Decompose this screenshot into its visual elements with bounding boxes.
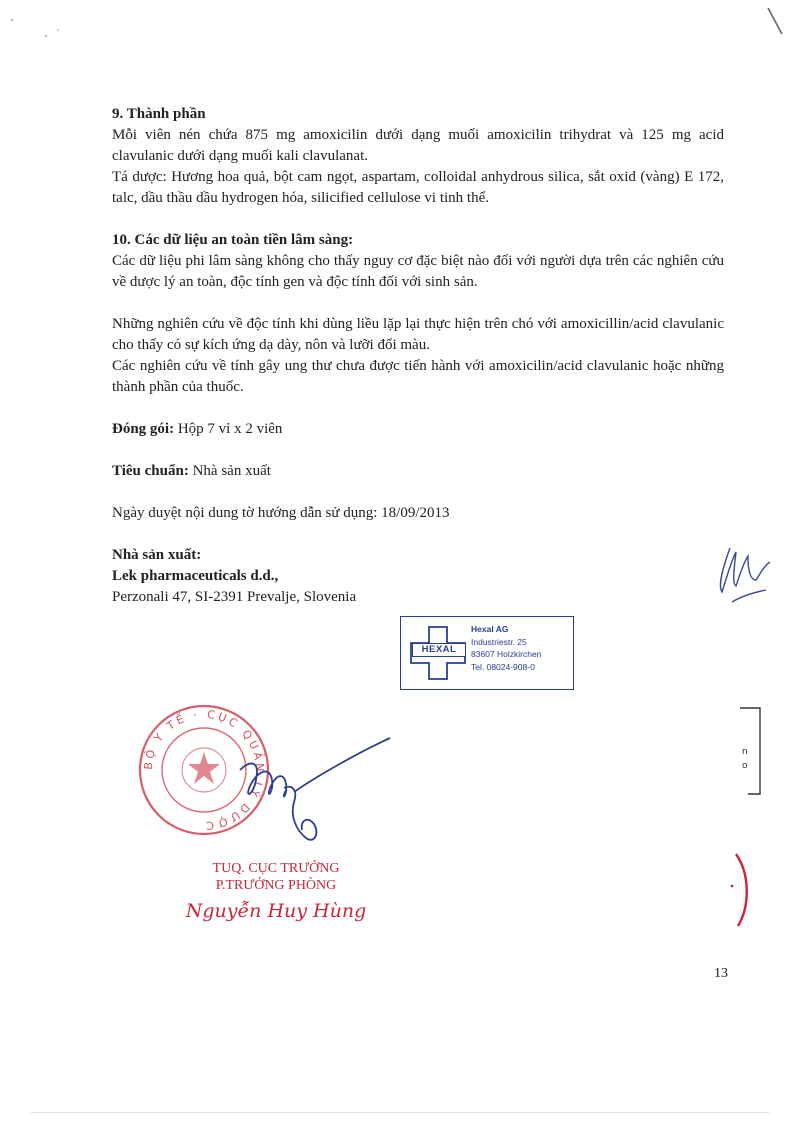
- hexal-stamp: [400, 616, 574, 690]
- stamp-address: [471, 623, 541, 673]
- initials-signature: [712, 540, 776, 610]
- preclinical-paragraph-3: Các nghiên cứu về tính gây ung thư chưa được tiến hành với amoxicilin/acid clavulanic hoặc những thành phần của thuốc.: [112, 358, 724, 395]
- corner-pen-mark: [760, 4, 790, 40]
- document-body: [112, 104, 724, 608]
- signoff-block: [176, 860, 376, 924]
- section-heading-preclinical: 10. Các dữ liệu an toàn tiền lâm sàng:: [112, 232, 354, 248]
- standard-line: [112, 461, 724, 482]
- standard-label: Tiêu chuẩn:: [112, 463, 189, 479]
- composition-active-ingredients: Mỗi viên nén chứa 875 mg amoxicilin dưới dạng muối amoxicilin trihydrat và 125 mg acid clavulanic dưới dạng muối kali clavulanat.: [112, 127, 724, 164]
- stamp-city: 83607 Holzkirchen: [471, 649, 542, 659]
- manufacturer-address: Perzonali 47, SI-2391 Prevalje, Slovenia: [112, 589, 357, 605]
- preclinical-paragraph-1: Các dữ liệu phi lâm sàng không cho thấy nguy cơ đặc biệt nào đối với người dựa trên các nghiên cứu về dược lý an toàn, độc tính gen và độc tính đối với sinh sản.: [112, 253, 724, 290]
- svg-text:n: n: [742, 747, 748, 757]
- packaging-line: [112, 419, 724, 440]
- bottom-rule: [30, 1112, 770, 1113]
- stamp-street: Industriestr. 25: [471, 636, 527, 647]
- signoff-title-2: P.TRƯỞNG PHÒNG: [215, 878, 337, 893]
- section-heading-composition: 9. Thành phần: [112, 106, 206, 122]
- stamp-phone: Tel. 08024-908-0: [471, 661, 535, 672]
- page-number: 13: [714, 966, 728, 981]
- manufacturer-label: Nhà sản xuất:: [112, 547, 202, 563]
- hexal-logo-text: HEXAL: [412, 643, 466, 657]
- packaging-value: Hộp 7 vỉ x 2 viên: [174, 421, 283, 437]
- signoff-title-1: TUQ. CỤC TRƯỞNG: [212, 861, 340, 876]
- svg-text:o: o: [742, 761, 748, 771]
- approval-date: Ngày duyệt nội dung tờ hướng dẫn sử dụng: 18/09/2013: [112, 505, 450, 521]
- margin-paren-mark: [726, 850, 756, 930]
- official-signature: [210, 730, 400, 860]
- stamp-company: Hexal AG: [471, 624, 509, 634]
- preclinical-paragraph-2: Những nghiên cứu về độc tính khi dùng liều lặp lại thực hiện trên chó với amoxicillin/acid clavulanic cho thấy có sự kích ứng dạ dày, nôn và lưỡi đổi màu.: [112, 316, 724, 353]
- margin-bracket-mark: [730, 704, 770, 804]
- composition-excipients: Tá dược: Hương hoa quả, bột cam ngọt, aspartam, colloidal anhydrous silica, sắt oxid (vàng) E 172, talc, dầu thầu dầu hydrogen hóa, silicified cellulose vi tinh thể.: [112, 169, 724, 206]
- scan-speckles: [6, 14, 66, 44]
- packaging-label: Đóng gói:: [112, 421, 175, 437]
- seal-text: BỘ Y TẾ · CỤC QUẢN LÝ DƯỢC: [141, 707, 267, 833]
- manufacturer-name: Lek pharmaceuticals d.d.,: [112, 568, 279, 584]
- standard-value: Nhà sản xuất: [188, 463, 271, 479]
- signoff-name: Nguyễn Huy Hùng: [185, 900, 367, 922]
